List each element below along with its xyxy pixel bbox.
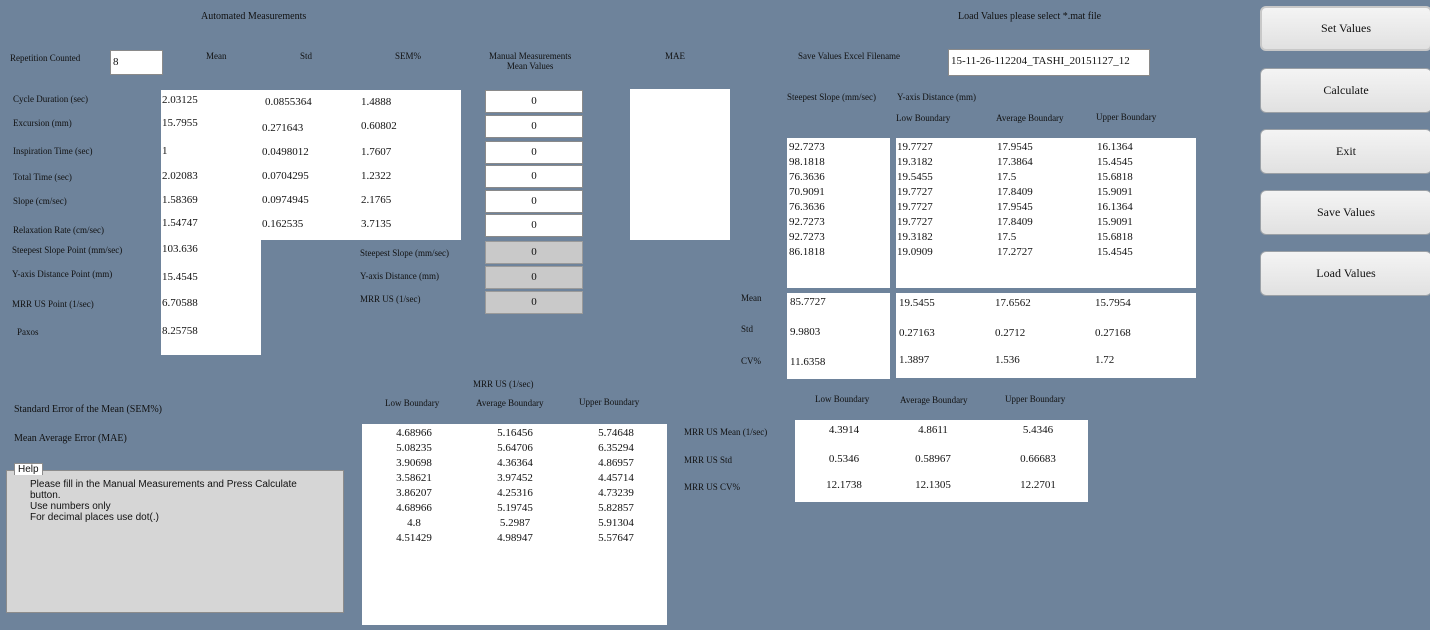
mrr-stat-std-avg: 0.58967: [915, 453, 951, 465]
list-item: 15.4545: [1097, 246, 1133, 258]
save-excel-label: Save Values Excel Filename: [798, 51, 901, 61]
list-item: 5.2987: [499, 517, 531, 529]
yaxis-distance-header: Y-axis Distance (mm): [897, 92, 976, 102]
mrr-upper-header: Upper Boundary: [579, 397, 640, 407]
manual-steepest-label: Steepest Slope (mm/sec): [360, 248, 449, 258]
list-item: 4.36364: [497, 457, 533, 469]
list-item: 19.7727: [897, 186, 933, 198]
list-item: 5.57647: [598, 532, 634, 544]
manual-input[interactable]: 0: [485, 90, 583, 113]
measurement-sem: 1.7607: [361, 146, 392, 158]
manual-input[interactable]: 0: [485, 165, 583, 188]
list-item: 19.5455: [897, 171, 933, 183]
measurements-panel: [161, 90, 461, 240]
measurement-sem: 2.1765: [361, 194, 392, 206]
mrr-stat-low-header: Low Boundary: [815, 394, 870, 404]
mrr-stat-avg-header: Average Boundary: [900, 395, 968, 405]
yaxis-std-avg: 0.2712: [995, 327, 1026, 339]
list-item: 17.5: [997, 231, 1017, 243]
measurement-std: 0.162535: [262, 218, 304, 230]
yaxis-point-value: 15.4545: [162, 271, 198, 283]
list-item: 3.97452: [497, 472, 533, 484]
paxos-value: 8.25758: [162, 325, 198, 337]
std-header: Std: [300, 51, 313, 61]
list-item: 17.2727: [997, 246, 1033, 258]
save-values-button[interactable]: Save Values: [1260, 190, 1430, 235]
mrr-stat-mean-avg: 4.8611: [918, 424, 948, 436]
help-text: Please fill in the Manual Measurements and Press Calculate button. Use numbers only For decimal places use dot(.): [30, 479, 297, 523]
measurement-std: 0.0855364: [265, 96, 312, 108]
list-item: 5.19745: [497, 502, 533, 514]
measurement-mean: 2.03125: [162, 94, 198, 106]
low-boundary-header: Low Boundary: [896, 113, 951, 123]
list-item: 4.68966: [396, 427, 432, 439]
list-item: 5.74648: [598, 427, 634, 439]
steepest-mean: 85.7727: [790, 296, 826, 308]
list-item: 15.6818: [1097, 171, 1133, 183]
mrr-avg-header: Average Boundary: [476, 398, 544, 408]
list-item: 17.9545: [997, 141, 1033, 153]
mrr-stat-cv-upper: 12.2701: [1020, 479, 1056, 491]
list-item: 3.86207: [396, 487, 432, 499]
list-item: 15.9091: [1097, 216, 1133, 228]
list-item: 4.98947: [497, 532, 533, 544]
list-item: 98.1818: [789, 156, 825, 168]
list-item: 76.3636: [789, 201, 825, 213]
measurement-std: 0.271643: [262, 122, 304, 134]
stat-mean-label: Mean: [741, 293, 762, 303]
measurement-mean: 15.7955: [162, 117, 198, 129]
mrr-title: MRR US (1/sec): [473, 379, 534, 389]
mrr-point-label: MRR US Point (1/sec): [12, 299, 94, 309]
steepest-slope-header: Steepest Slope (mm/sec): [787, 92, 876, 102]
yaxis-cv-low: 1.3897: [899, 354, 930, 366]
measurement-label: Inspiration Time (sec): [13, 146, 93, 156]
list-item: 5.16456: [497, 427, 533, 439]
list-item: 3.90698: [396, 457, 432, 469]
list-item: 17.3864: [997, 156, 1033, 168]
sem-legend: Standard Error of the Mean (SEM%): [14, 404, 163, 415]
upper-boundary-header: Upper Boundary: [1096, 112, 1157, 122]
list-item: 5.08235: [396, 442, 432, 454]
list-item: 15.4545: [1097, 156, 1133, 168]
yaxis-list: [896, 138, 1196, 288]
yaxis-stats-panel: [896, 293, 1196, 378]
list-item: 4.68966: [396, 502, 432, 514]
steepest-std: 9.9803: [790, 326, 821, 338]
measurement-sem: 1.2322: [361, 170, 392, 182]
stat-cv-label: CV%: [741, 356, 761, 366]
manual-yaxis-input[interactable]: 0: [485, 266, 583, 289]
manual-steepest-input[interactable]: 0: [485, 241, 583, 264]
mrr-mean-label: MRR US Mean (1/sec): [684, 427, 768, 437]
manual-mrr-label: MRR US (1/sec): [360, 294, 421, 304]
list-item: 5.91304: [598, 517, 634, 529]
mrr-low-header: Low Boundary: [385, 398, 440, 408]
measurement-sem: 0.60802: [361, 120, 397, 132]
stat-std-label: Std: [741, 324, 754, 334]
list-item: 70.9091: [789, 186, 825, 198]
mae-legend: Mean Average Error (MAE): [14, 433, 127, 444]
load-values-header: Load Values please select *.mat file: [958, 11, 1102, 22]
mrr-cv-label: MRR US CV%: [684, 482, 741, 492]
list-item: 19.7727: [897, 141, 933, 153]
list-item: 92.7273: [789, 216, 825, 228]
repetition-input[interactable]: 8: [110, 50, 163, 75]
automated-header: Automated Measurements: [201, 11, 307, 22]
mrr-point-value: 6.70588: [162, 297, 198, 309]
list-item: 86.1818: [789, 246, 825, 258]
measurement-sem: 1.4888: [361, 96, 392, 108]
list-item: 17.9545: [997, 201, 1033, 213]
measurement-label: Relaxation Rate (cm/sec): [13, 225, 104, 235]
list-item: 17.8409: [997, 216, 1033, 228]
list-item: 6.35294: [598, 442, 634, 454]
list-item: 4.51429: [396, 532, 432, 544]
yaxis-mean-upper: 15.7954: [1095, 297, 1131, 309]
list-item: 3.58621: [396, 472, 432, 484]
steepest-point-value: 103.636: [162, 243, 198, 255]
yaxis-cv-upper: 1.72: [1095, 354, 1115, 366]
average-boundary-header: Average Boundary: [996, 113, 1064, 123]
list-item: 17.5: [997, 171, 1017, 183]
steepest-point-label: Steepest Slope Point (mm/sec): [12, 245, 123, 255]
mrr-stat-std-low: 0.5346: [828, 453, 860, 465]
list-item: 17.8409: [997, 186, 1033, 198]
measurement-label: Total Time (sec): [13, 172, 72, 182]
repetition-label: Repetition Counted: [10, 53, 81, 63]
measurement-mean: 1.58369: [162, 194, 198, 206]
measurement-std: 0.0974945: [262, 194, 309, 206]
list-item: 19.0909: [897, 246, 933, 258]
mrr-stat-mean-low: 4.3914: [828, 424, 860, 436]
exit-button[interactable]: Exit: [1260, 129, 1430, 174]
list-item: 4.73239: [598, 487, 634, 499]
yaxis-point-label: Y-axis Distance Point (mm): [12, 269, 113, 279]
measurement-mean: 1: [162, 145, 168, 157]
measurement-label: Excursion (mm): [13, 118, 72, 128]
manual-header: Manual Measurements Mean Values: [489, 51, 572, 71]
list-item: 4.25316: [497, 487, 533, 499]
yaxis-std-upper: 0.27168: [1095, 327, 1131, 339]
measurement-mean: 1.54747: [162, 217, 198, 229]
list-item: 92.7273: [789, 231, 825, 243]
mrr-stat-mean-upper: 5.4346: [1022, 424, 1054, 436]
paxos-label: Paxos: [17, 327, 39, 337]
mrr-stat-upper-header: Upper Boundary: [1005, 394, 1066, 404]
list-item: 92.7273: [789, 141, 825, 153]
sem-header: SEM%: [395, 51, 422, 61]
measurement-label: Slope (cm/sec): [13, 196, 67, 206]
list-item: 4.45714: [598, 472, 634, 484]
mae-header: MAE: [665, 51, 685, 61]
list-item: 16.1364: [1097, 141, 1133, 153]
list-item: 16.1364: [1097, 201, 1133, 213]
yaxis-mean-avg: 17.6562: [995, 297, 1031, 309]
list-item: 5.82857: [598, 502, 634, 514]
mean-header: Mean: [206, 51, 227, 61]
list-item: 19.3182: [897, 156, 933, 168]
mae-panel: [630, 89, 730, 240]
list-item: 19.3182: [897, 231, 933, 243]
measurement-mean: 2.02083: [162, 170, 198, 182]
measurement-std: 0.0498012: [262, 146, 309, 158]
list-item: 4.8: [407, 517, 421, 529]
save-excel-input[interactable]: 15-11-26-112204_TASHI_20151127_12: [948, 49, 1150, 76]
list-item: 19.7727: [897, 216, 933, 228]
measurement-std: 0.0704295: [262, 170, 309, 182]
steepest-cv: 11.6358: [790, 356, 826, 368]
list-item: 4.86957: [598, 457, 634, 469]
mrr-stat-cv-avg: 12.1305: [915, 479, 951, 491]
list-item: 76.3636: [789, 171, 825, 183]
mrr-stat-std-upper: 0.66683: [1020, 453, 1056, 465]
yaxis-std-low: 0.27163: [899, 327, 935, 339]
help-title: Help: [14, 463, 43, 475]
manual-input[interactable]: 0: [485, 190, 583, 213]
measurement-label: Cycle Duration (sec): [13, 94, 88, 104]
load-values-button[interactable]: Load Values: [1260, 251, 1430, 296]
manual-input[interactable]: 0: [485, 115, 583, 138]
mrr-std-label: MRR US Std: [684, 455, 733, 465]
measurement-sem: 3.7135: [361, 218, 392, 230]
list-item: 15.6818: [1097, 231, 1133, 243]
set-values-button[interactable]: Set Values: [1260, 6, 1430, 51]
list-item: 15.9091: [1097, 186, 1133, 198]
manual-input[interactable]: 0: [485, 214, 583, 237]
list-item: 19.7727: [897, 201, 933, 213]
manual-input[interactable]: 0: [485, 141, 583, 164]
mrr-stat-cv-low: 12.1738: [826, 479, 862, 491]
yaxis-cv-avg: 1.536: [995, 354, 1020, 366]
manual-mrr-input[interactable]: 0: [485, 291, 583, 314]
manual-yaxis-label: Y-axis Distance (mm): [360, 271, 439, 281]
calculate-button[interactable]: Calculate: [1260, 68, 1430, 113]
list-item: 5.64706: [497, 442, 533, 454]
yaxis-mean-low: 19.5455: [899, 297, 935, 309]
